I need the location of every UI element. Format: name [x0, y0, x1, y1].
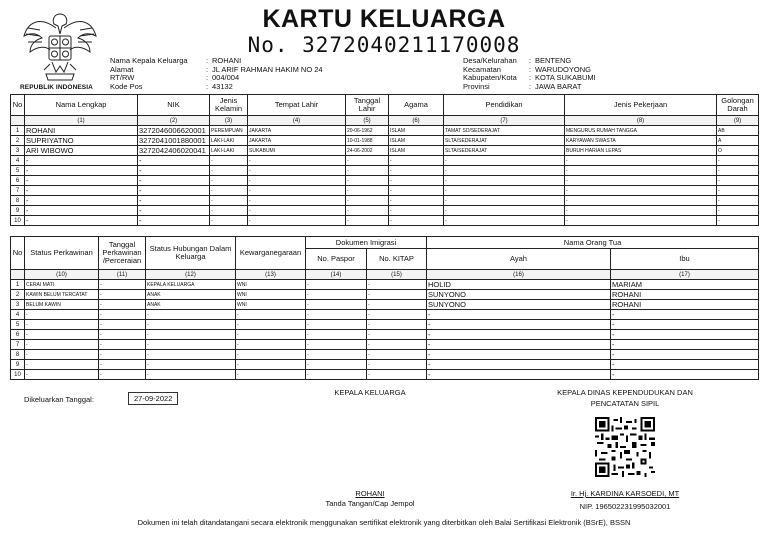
cell-tanggal: - — [346, 186, 389, 196]
table-row — [11, 310, 759, 320]
cell-tempat: JAKARTA — [248, 136, 346, 146]
info-value: KOTA SUKABUMI — [535, 73, 596, 83]
column-number: (1) — [25, 116, 138, 126]
cell-tempat: - — [248, 156, 346, 166]
cell-no: 1 — [11, 126, 25, 136]
cell-pendidikan: SLTA/SEDERAJAT — [444, 146, 565, 156]
cell-wn: - — [236, 340, 306, 350]
cell-jk: - — [210, 206, 248, 216]
cell-paspor: - — [306, 300, 367, 310]
e-signature-disclaimer: Dokumen ini telah ditandatangani secara elektronik menggunakan sertifikat elektronik yang diterbitkan oleh Balai Sertifikasi Elektronik (BSrE), BSSN — [137, 518, 631, 527]
table-row — [11, 176, 759, 186]
column-number-row — [11, 116, 759, 126]
cell-tanggal: - — [346, 216, 389, 226]
cell-agama: - — [389, 186, 444, 196]
table-header-row — [11, 95, 759, 116]
column-header: No. Paspor — [306, 249, 367, 270]
column-number: (17) — [611, 270, 759, 280]
cell-wn: - — [236, 360, 306, 370]
cell-tempat: - — [248, 196, 346, 206]
cell-status: CERAI MATI — [25, 280, 99, 290]
cell-nama: ARI WIBOWO — [25, 146, 138, 156]
cell-pendidikan: - — [444, 176, 565, 186]
official-nip: NIP. 196502231995032001 — [579, 502, 671, 511]
office-title-line2: PENCATATAN SIPIL — [590, 399, 660, 408]
cell-status: - — [25, 310, 99, 320]
issued-date-value: 27-09-2022 — [128, 392, 178, 405]
cell-wn: - — [236, 330, 306, 340]
column-number-blank — [11, 270, 25, 280]
cell-nama: - — [25, 156, 138, 166]
cell-nik: - — [138, 216, 210, 226]
cell-kitap: - — [367, 290, 427, 300]
table-row — [11, 196, 759, 206]
cell-agama: - — [389, 206, 444, 216]
cell-tanggal: - — [99, 350, 146, 360]
cell-tanggal: - — [346, 176, 389, 186]
cell-ibu: ROHANI — [611, 300, 759, 310]
cell-pendidikan: - — [444, 156, 565, 166]
column-group-header: Nama Orang Tua — [427, 237, 759, 249]
column-header: Agama — [389, 95, 444, 116]
cell-wn: - — [236, 350, 306, 360]
info-value: BENTENG — [535, 56, 572, 65]
cell-agama: - — [389, 176, 444, 186]
cell-agama: - — [389, 216, 444, 226]
column-header: NIK — [138, 95, 210, 116]
cell-nama: - — [25, 186, 138, 196]
cell-ibu: - — [611, 350, 759, 360]
cell-ayah: SUNYONO — [427, 290, 611, 300]
cell-wn: WNI — [236, 290, 306, 300]
info-label: Provinsi — [463, 81, 490, 91]
cell-status: - — [25, 360, 99, 370]
table-row — [11, 280, 759, 290]
table-row — [11, 216, 759, 226]
cell-tanggal: 20-06-1962 — [346, 126, 389, 136]
cell-no: 6 — [11, 176, 25, 186]
cell-jk: - — [210, 196, 248, 206]
column-group-header: Dokumen Imigrasi — [306, 237, 427, 249]
cell-tempat: - — [248, 176, 346, 186]
table-row — [11, 186, 759, 196]
column-number: (8) — [565, 116, 717, 126]
cell-nama: - — [25, 166, 138, 176]
table-row — [11, 206, 759, 216]
cell-pendidikan: - — [444, 166, 565, 176]
column-header: Tanggal Lahir — [346, 95, 389, 116]
cell-hubungan: - — [146, 370, 236, 380]
cell-tempat: - — [248, 186, 346, 196]
cell-tanggal: - — [99, 290, 146, 300]
cell-tanggal: - — [346, 206, 389, 216]
cell-kitap: - — [367, 320, 427, 330]
cell-wn: - — [236, 370, 306, 380]
cell-tanggal: - — [346, 196, 389, 206]
info-label: Alamat — [110, 64, 134, 74]
cell-tanggal: - — [346, 166, 389, 176]
cell-no: 4 — [11, 156, 25, 166]
cell-ibu: - — [611, 320, 759, 330]
family-members-table — [10, 94, 759, 226]
table-row — [11, 290, 759, 300]
cell-wn: - — [236, 320, 306, 330]
column-number: (15) — [367, 270, 427, 280]
cell-nik: - — [138, 196, 210, 206]
cell-paspor: - — [306, 290, 367, 300]
column-number-row — [11, 270, 759, 280]
cell-kitap: - — [367, 330, 427, 340]
cell-kitap: - — [367, 310, 427, 320]
column-header: Ibu — [611, 249, 759, 270]
cell-pendidikan: SLTA/SEDERAJAT — [444, 136, 565, 146]
cell-kitap: - — [367, 360, 427, 370]
cell-hubungan: - — [146, 340, 236, 350]
cell-pekerjaan: - — [565, 206, 717, 216]
table-row — [11, 320, 759, 330]
cell-darah: AB — [717, 126, 759, 136]
cell-kitap: - — [367, 280, 427, 290]
cell-paspor: - — [306, 340, 367, 350]
info-label: RT/RW — [110, 73, 135, 83]
column-header: Kewarganegaraan — [236, 237, 306, 270]
cell-status: - — [25, 370, 99, 380]
table-row — [11, 300, 759, 310]
cell-darah: - — [717, 156, 759, 166]
cell-ayah: - — [427, 370, 611, 380]
column-number: (13) — [236, 270, 306, 280]
info-row: Kecamatan : WARUDOYONG — [463, 64, 591, 74]
column-header: Status Perkawinan — [25, 237, 99, 270]
cell-no: 9 — [11, 206, 25, 216]
cell-pekerjaan: BURUH HARIAN LEPAS — [565, 146, 717, 156]
column-number: (5) — [346, 116, 389, 126]
cell-ayah: SUNYONO — [427, 300, 611, 310]
cell-pekerjaan: - — [565, 216, 717, 226]
document-title: KARTU KELUARGA — [262, 5, 506, 33]
cell-ibu: - — [611, 310, 759, 320]
family-info-left — [110, 57, 323, 91]
cell-status: - — [25, 330, 99, 340]
cell-ibu: MARIAM — [611, 280, 759, 290]
cell-nik: - — [138, 156, 210, 166]
cell-ibu: - — [611, 340, 759, 350]
cell-pekerjaan: - — [565, 186, 717, 196]
cell-tanggal: - — [99, 280, 146, 290]
cell-no: 8 — [11, 350, 25, 360]
cell-paspor: - — [306, 310, 367, 320]
table-row — [11, 350, 759, 360]
cell-no: 8 — [11, 196, 25, 206]
cell-ibu: ROHANI — [611, 290, 759, 300]
cell-pendidikan: - — [444, 216, 565, 226]
cell-nik: 3272046006620001 — [138, 126, 210, 136]
column-number: (14) — [306, 270, 367, 280]
cell-darah: - — [717, 186, 759, 196]
cell-jk: - — [210, 166, 248, 176]
table-header-row — [11, 237, 759, 249]
cell-nik: 3272041001880001 — [138, 136, 210, 146]
cell-hubungan: - — [146, 330, 236, 340]
cell-jk: LAKI-LAKI — [210, 136, 248, 146]
cell-wn: WNI — [236, 300, 306, 310]
column-header: Nama Lengkap — [25, 95, 138, 116]
table-row — [11, 330, 759, 340]
column-number: (11) — [99, 270, 146, 280]
official-name: Ir. Hj. KARDINA KARSOEDI, MT — [570, 489, 680, 498]
info-row: Kabupaten/Kota : KOTA SUKABUMI — [463, 73, 596, 83]
column-header: No — [11, 95, 25, 116]
document-number: No. 3272040211170008 — [247, 33, 521, 57]
country-label: REPUBLIK INDONESIA — [20, 84, 93, 91]
column-header: Tanggal Perkawinan /Perceraian — [99, 237, 146, 270]
cell-hubungan: ANAK — [146, 300, 236, 310]
table-row — [11, 136, 759, 146]
qr-code-icon — [595, 417, 655, 477]
cell-paspor: - — [306, 280, 367, 290]
cell-agama: ISLAM — [389, 146, 444, 156]
info-row: Provinsi : JAWA BARAT — [463, 81, 582, 91]
cell-ibu: - — [611, 330, 759, 340]
cell-ayah: - — [427, 310, 611, 320]
cell-nik: - — [138, 166, 210, 176]
info-value: 004/004 — [212, 73, 240, 83]
cell-status: - — [25, 340, 99, 350]
family-head-name: ROHANI — [355, 489, 385, 498]
cell-hubungan: - — [146, 360, 236, 370]
cell-tempat: - — [248, 216, 346, 226]
cell-agama: - — [389, 166, 444, 176]
cell-pendidikan: TAMAT SD/SEDERAJAT — [444, 126, 565, 136]
cell-nik: 3272042406020041 — [138, 146, 210, 156]
cell-no: 5 — [11, 320, 25, 330]
cell-no: 7 — [11, 186, 25, 196]
info-row: RT/RW : 004/004 — [110, 73, 240, 83]
info-label: Kabupaten/Kota — [463, 73, 517, 83]
cell-hubungan: - — [146, 320, 236, 330]
cell-tanggal: 24-06-2002 — [346, 146, 389, 156]
cell-hubungan: - — [146, 310, 236, 320]
cell-nama: SUPRIYATNO — [25, 136, 138, 146]
cell-tanggal: - — [99, 360, 146, 370]
family-head-title: KEPALA KELUARGA — [334, 388, 406, 397]
cell-jk: LAKI-LAKI — [210, 146, 248, 156]
info-value: JAWA BARAT — [535, 81, 582, 91]
column-number-blank — [11, 116, 25, 126]
column-number: (6) — [389, 116, 444, 126]
cell-tempat: - — [248, 166, 346, 176]
cell-ayah: HOLID — [427, 280, 611, 290]
cell-status: BELUM KAWIN — [25, 300, 99, 310]
cell-pekerjaan: KARYAWAN SWASTA — [565, 136, 717, 146]
column-header: Jenis Pekerjaan — [565, 95, 717, 116]
info-label: Nama Kepala Keluarga — [110, 56, 188, 65]
cell-status: KAWIN BELUM TERCATAT — [25, 290, 99, 300]
column-number: (4) — [248, 116, 346, 126]
cell-no: 3 — [11, 300, 25, 310]
cell-nama: - — [25, 196, 138, 206]
table-row — [11, 166, 759, 176]
cell-kitap: - — [367, 370, 427, 380]
column-header: Ayah — [427, 249, 611, 270]
info-value: WARUDOYONG — [535, 64, 591, 74]
cell-tanggal: - — [99, 310, 146, 320]
cell-tanggal: - — [99, 320, 146, 330]
column-header: No. KITAP — [367, 249, 427, 270]
cell-no: 1 — [11, 280, 25, 290]
table-row — [11, 146, 759, 156]
cell-no: 5 — [11, 166, 25, 176]
cell-status: - — [25, 350, 99, 360]
cell-agama: ISLAM — [389, 126, 444, 136]
cell-tanggal: 10-01-1988 — [346, 136, 389, 146]
cell-nama: ROHANI — [25, 126, 138, 136]
info-label: Desa/Kelurahan — [463, 56, 517, 65]
cell-hubungan: KEPALA KELUARGA — [146, 280, 236, 290]
column-number: (2) — [138, 116, 210, 126]
cell-darah: - — [717, 176, 759, 186]
column-header: No — [11, 237, 25, 270]
cell-ayah: - — [427, 360, 611, 370]
cell-no: 2 — [11, 136, 25, 146]
cell-jk: - — [210, 186, 248, 196]
table-row — [11, 156, 759, 166]
issued-date-label: Dikeluarkan Tanggal: — [24, 395, 94, 404]
cell-no: 3 — [11, 146, 25, 156]
cell-darah: - — [717, 206, 759, 216]
info-row: Kode Pos : 43132 — [110, 81, 233, 91]
info-value: ROHANI — [212, 56, 242, 65]
column-number: (3) — [210, 116, 248, 126]
cell-paspor: - — [306, 320, 367, 330]
info-row: Desa/Kelurahan : BENTENG — [463, 56, 572, 65]
cell-pekerjaan: MENGURUS RUMAH TANGGA — [565, 126, 717, 136]
cell-pekerjaan: - — [565, 176, 717, 186]
cell-jk: - — [210, 216, 248, 226]
cell-ayah: - — [427, 330, 611, 340]
table-row — [11, 370, 759, 380]
cell-nik: - — [138, 206, 210, 216]
cell-nama: - — [25, 206, 138, 216]
cell-jk: - — [210, 176, 248, 186]
info-label: Kode Pos — [110, 81, 143, 91]
cell-tanggal: - — [99, 300, 146, 310]
cell-wn: - — [236, 310, 306, 320]
cell-jk: PEREMPUAN — [210, 126, 248, 136]
cell-darah: O — [717, 146, 759, 156]
cell-darah: - — [717, 216, 759, 226]
cell-agama: ISLAM — [389, 136, 444, 146]
cell-no: 7 — [11, 340, 25, 350]
info-row: Alamat : JL ARIF RAHMAN HAKIM NO 24 — [110, 64, 323, 74]
column-header: Pendidikan — [444, 95, 565, 116]
cell-no: 9 — [11, 360, 25, 370]
cell-jk: - — [210, 156, 248, 166]
cell-tempat: JAKARTA — [248, 126, 346, 136]
cell-kitap: - — [367, 340, 427, 350]
cell-ibu: - — [611, 370, 759, 380]
cell-agama: - — [389, 196, 444, 206]
cell-ayah: - — [427, 320, 611, 330]
cell-kitap: - — [367, 300, 427, 310]
cell-tanggal: - — [99, 330, 146, 340]
cell-paspor: - — [306, 350, 367, 360]
column-header: Golongan Darah — [717, 95, 759, 116]
column-header: Tempat Lahir — [248, 95, 346, 116]
cell-tanggal: - — [346, 156, 389, 166]
cell-hubungan: ANAK — [146, 290, 236, 300]
cell-paspor: - — [306, 370, 367, 380]
cell-ayah: - — [427, 340, 611, 350]
column-number: (7) — [444, 116, 565, 126]
family-status-table — [10, 236, 759, 380]
cell-ayah: - — [427, 350, 611, 360]
cell-agama: - — [389, 156, 444, 166]
table-row — [11, 360, 759, 370]
signature-caption: Tanda Tangan/Cap Jempol — [325, 499, 415, 508]
cell-tempat: - — [248, 206, 346, 216]
cell-paspor: - — [306, 360, 367, 370]
table-row — [11, 340, 759, 350]
info-label: Kecamatan — [463, 64, 501, 74]
cell-ibu: - — [611, 360, 759, 370]
cell-no: 4 — [11, 310, 25, 320]
cell-pendidikan: - — [444, 186, 565, 196]
cell-no: 6 — [11, 330, 25, 340]
cell-wn: WNI — [236, 280, 306, 290]
cell-tempat: SUKABUMI — [248, 146, 346, 156]
info-value: 43132 — [212, 81, 233, 91]
column-number: (12) — [146, 270, 236, 280]
table-row — [11, 126, 759, 136]
family-info-right — [463, 57, 596, 91]
cell-pendidikan: - — [444, 206, 565, 216]
cell-status: - — [25, 320, 99, 330]
cell-nik: - — [138, 186, 210, 196]
cell-pekerjaan: - — [565, 196, 717, 206]
column-number: (9) — [717, 116, 759, 126]
cell-darah: A — [717, 136, 759, 146]
office-title-line1: KEPALA DINAS KEPENDUDUKAN DAN — [557, 388, 693, 397]
column-number: (16) — [427, 270, 611, 280]
cell-no: 2 — [11, 290, 25, 300]
cell-nama: - — [25, 216, 138, 226]
cell-nik: - — [138, 176, 210, 186]
cell-tanggal: - — [99, 370, 146, 380]
cell-pendidikan: - — [444, 196, 565, 206]
cell-tanggal: - — [99, 340, 146, 350]
info-row: Nama Kepala Keluarga : ROHANI — [110, 56, 242, 65]
cell-nama: - — [25, 176, 138, 186]
cell-no: 10 — [11, 370, 25, 380]
cell-kitap: - — [367, 350, 427, 360]
cell-pekerjaan: - — [565, 166, 717, 176]
column-header: Status Hubungan Dalam Keluarga — [146, 237, 236, 270]
column-number: (10) — [25, 270, 99, 280]
cell-paspor: - — [306, 330, 367, 340]
column-header: Jenis Kelamin — [210, 95, 248, 116]
cell-darah: - — [717, 166, 759, 176]
info-value: JL ARIF RAHMAN HAKIM NO 24 — [212, 64, 323, 74]
cell-pekerjaan: - — [565, 156, 717, 166]
cell-hubungan: - — [146, 350, 236, 360]
cell-no: 10 — [11, 216, 25, 226]
cell-darah: - — [717, 196, 759, 206]
